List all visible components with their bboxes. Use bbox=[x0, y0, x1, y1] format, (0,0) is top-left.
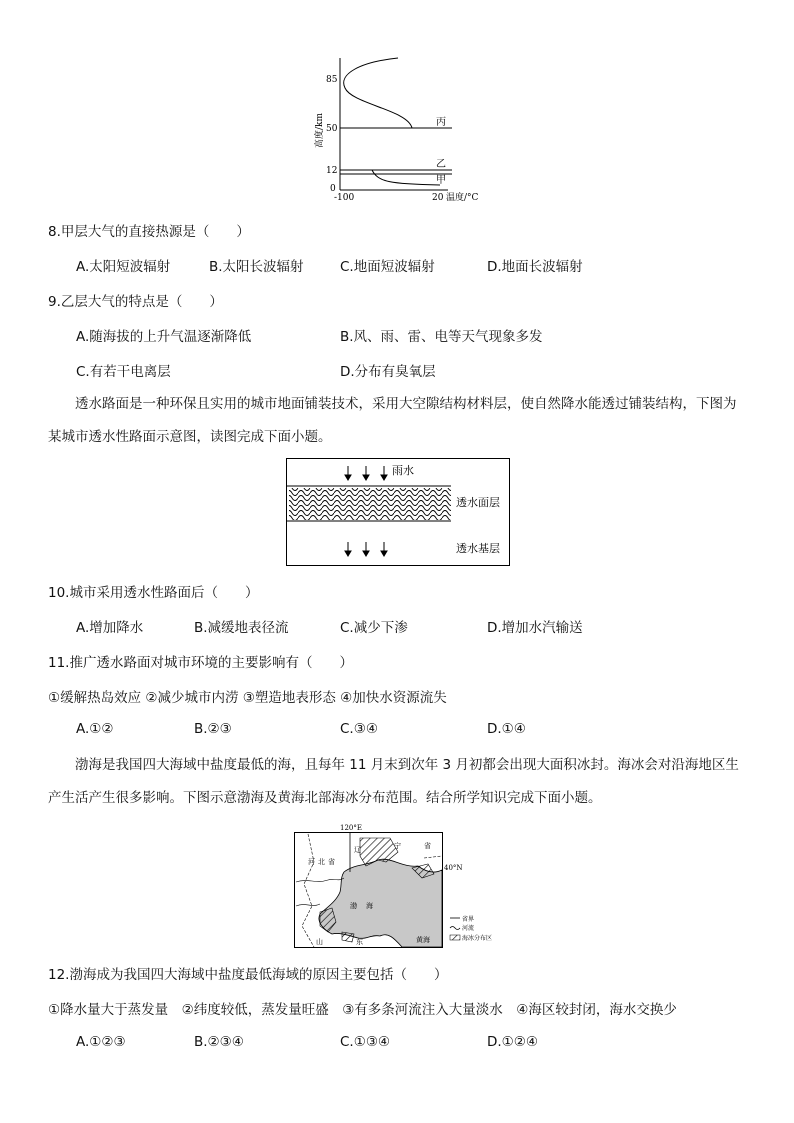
base-layer-label: 透水基层 bbox=[456, 542, 500, 555]
x-axis-label: 温度/°C bbox=[446, 193, 479, 202]
q10-option-b[interactable]: B.减缓地表径流 bbox=[194, 620, 289, 636]
y-axis-label: 高度/km bbox=[315, 112, 325, 148]
q8-option-d[interactable]: D.地面长波辐射 bbox=[487, 259, 583, 275]
q12-statements: ①降水量大于蒸发量 ②纬度较低，蒸发量旺盛 ③有多条河流注入大量淡水 ④海区较封闭，海水交换少 bbox=[48, 1002, 677, 1018]
passage-bohai-sea: 渤海是我国四大海域中盐度最低的海，且每年 11 月末到次年 3 月初都会出现大面积冰封。海冰会对沿海地区生产生活产生很多影响。下图示意渤海及黄海北部海冰分布范围。结合所学知识完成下面小题。 bbox=[48, 757, 739, 806]
question-10-stem: 10.城市采用透水性路面后（ ） bbox=[48, 585, 259, 601]
rain-label: 雨水 bbox=[392, 464, 414, 477]
q12-option-a[interactable]: A.①②③ bbox=[76, 1034, 126, 1050]
permeable-surface-layer bbox=[289, 488, 451, 520]
q10-option-c[interactable]: C.减少下渗 bbox=[340, 620, 408, 636]
y-tick-label: 12 bbox=[326, 166, 338, 176]
question-8-stem: 8.甲层大气的直接热源是（ ） bbox=[48, 224, 250, 240]
temperature-curve-lower bbox=[372, 170, 440, 185]
place-label: 山 bbox=[316, 938, 323, 946]
q8-option-b[interactable]: B.太阳长波辐射 bbox=[209, 259, 304, 275]
place-label: 海 bbox=[366, 902, 373, 910]
legend-river: 河流 bbox=[462, 925, 475, 932]
q9-option-d[interactable]: D.分布有臭氧层 bbox=[340, 364, 436, 380]
question-9-stem: 9.乙层大气的特点是（ ） bbox=[48, 294, 223, 310]
q8-option-c[interactable]: C.地面短波辐射 bbox=[340, 259, 435, 275]
q10-option-d[interactable]: D.增加水汽输送 bbox=[487, 620, 583, 636]
layer-label-jia: 甲 bbox=[436, 175, 446, 186]
q12-option-c[interactable]: C.①③④ bbox=[340, 1034, 391, 1050]
q11-option-b[interactable]: B.②③ bbox=[194, 721, 232, 737]
place-label: 省 bbox=[328, 858, 335, 866]
pavement-figure bbox=[286, 458, 510, 566]
place-label: 黄海 bbox=[416, 936, 430, 944]
q12-option-d[interactable]: D.①②④ bbox=[487, 1034, 538, 1050]
q11-statements: ①缓解热岛效应 ②减少城市内涝 ③塑造地表形态 ④加快水资源流失 bbox=[48, 690, 447, 706]
question-12-stem: 12.渤海成为我国四大海域中盐度最低海域的原因主要包括（ ） bbox=[48, 967, 448, 983]
place-label: 辽 bbox=[354, 846, 361, 854]
layer-label-yi: 乙 bbox=[436, 159, 446, 170]
q12-option-b[interactable]: B.②③④ bbox=[194, 1034, 244, 1050]
passage-permeable-pavement: 透水路面是一种环保且实用的城市地面铺装技术，采用大空隙结构材料层，使自然降水能透过铺装结构，下图为某城市透水性路面示意图，读图完成下面小题。 bbox=[48, 396, 737, 445]
sea-ice-south bbox=[342, 932, 354, 942]
place-label: 省 bbox=[424, 842, 431, 850]
y-tick-label: 0 bbox=[330, 184, 336, 194]
y-tick-label: 50 bbox=[326, 124, 338, 134]
place-label: 渤 bbox=[350, 902, 357, 910]
q11-option-a[interactable]: A.①② bbox=[76, 721, 114, 737]
question-11-stem: 11.推广透水路面对城市环境的主要影响有（ ） bbox=[48, 655, 353, 671]
place-label: 北 bbox=[318, 858, 325, 866]
q11-option-c[interactable]: C.③④ bbox=[340, 721, 378, 737]
temperature-curve-upper bbox=[344, 58, 412, 128]
q9-option-a[interactable]: A.随海拔的上升气温逐渐降低 bbox=[76, 329, 252, 345]
legend-border: 省界 bbox=[462, 916, 475, 923]
latitude-label: 40°N bbox=[444, 864, 463, 872]
longitude-label: 120°E bbox=[340, 824, 362, 832]
q10-option-a[interactable]: A.增加降水 bbox=[76, 620, 144, 636]
place-label: 河 bbox=[308, 858, 315, 866]
x-tick-label: 20 bbox=[432, 193, 444, 202]
q8-option-a[interactable]: A.太阳短波辐射 bbox=[76, 259, 171, 275]
x-tick-label: -100 bbox=[334, 193, 355, 202]
y-tick-label: 85 bbox=[326, 75, 338, 85]
q9-option-c[interactable]: C.有若干电离层 bbox=[76, 364, 171, 380]
surface-layer-label: 透水面层 bbox=[456, 496, 500, 509]
q9-option-b[interactable]: B.风、雨、雷、电等天气现象多发 bbox=[340, 329, 543, 345]
atmosphere-profile-figure bbox=[300, 52, 500, 202]
q11-option-d[interactable]: D.①④ bbox=[487, 721, 526, 737]
layer-label-bing: 丙 bbox=[436, 117, 446, 128]
place-label: 宁 bbox=[394, 842, 401, 850]
legend-sea-ice: 海冰分布区 bbox=[462, 935, 493, 942]
bohai-map-figure bbox=[294, 822, 504, 950]
place-label: 东 bbox=[356, 938, 363, 946]
